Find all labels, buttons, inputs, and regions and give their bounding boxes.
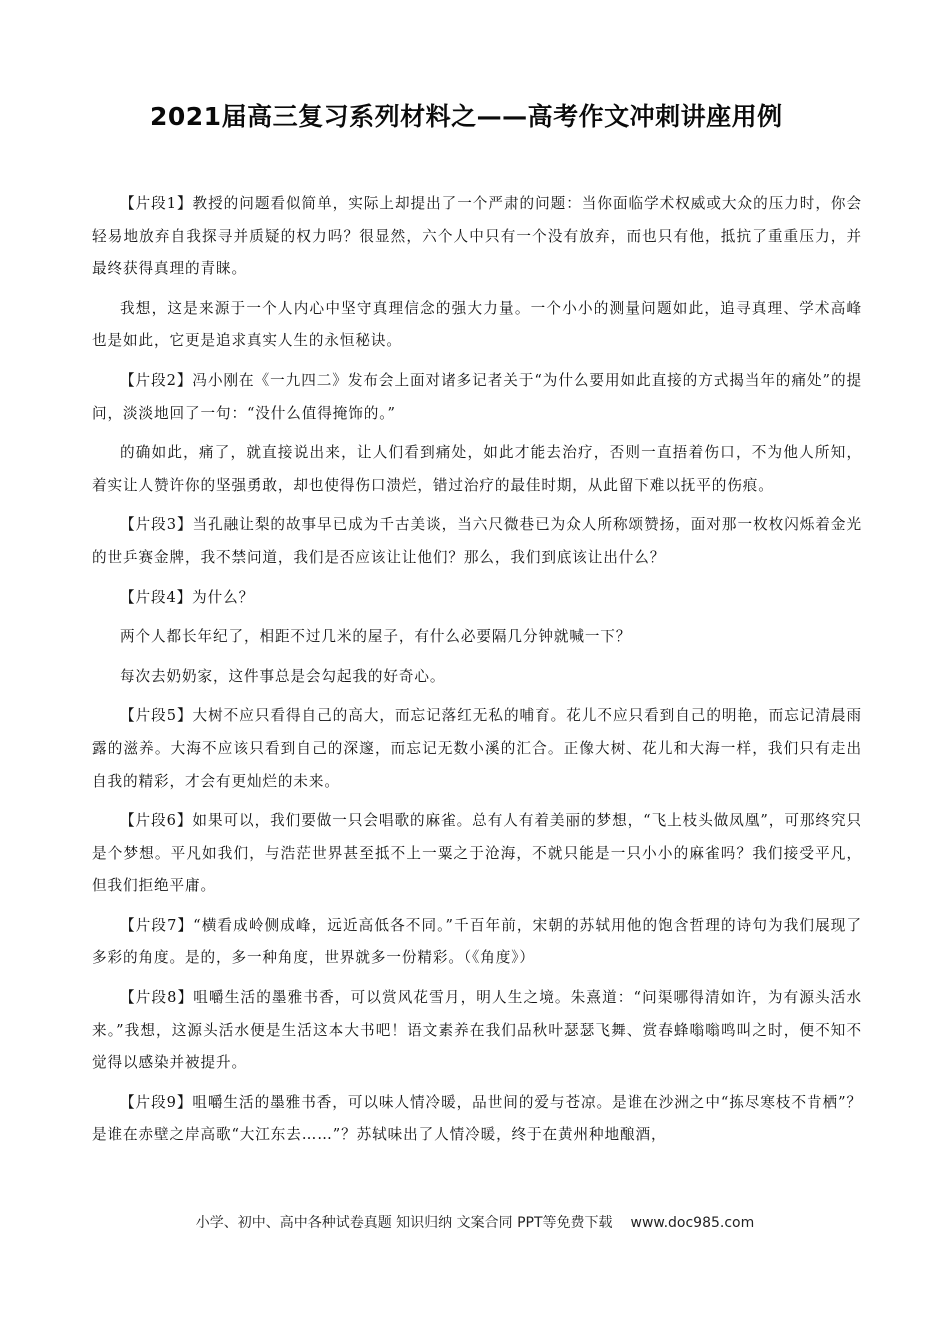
paragraph-fragment-4: 【片段4】为什么？ [120, 588, 255, 606]
paragraph-fragment-6: 【片段6】如果可以，我们要做一只会唱歌的麻雀。总有人有着美丽的梦想，“飞上枝头做凤凰”，可那终究只是个梦想。平凡如我们，与浩茫世界甚至抵不上一粟之于沧海，不就只能是一只小小的麻雀吗？我们接受平凡，但我们拒绝平庸。 [92, 812, 862, 895]
paragraph-fragment-8: 【片段8】咀嚼生活的墨雅书香，可以赏风花雪月，明人生之境。朱熹道：“问渠哪得清如许，为有源头活水来。”我想，这源头活水便是生活这本大书吧！语文素养在我们品秋叶瑟瑟飞舞、赏春蜂嗡嗡鸣叫之时，便不知不觉得以感染并被提升。 [92, 989, 862, 1072]
paragraph-fragment-4-line-2: 两个人都长年纪了，相距不过几米的屋子，有什么必要隔几分钟就喊一下？ [120, 628, 632, 646]
page-footer [0, 1212, 950, 1232]
paragraph-fragment-5: 【片段5】大树不应只看得自己的高大，而忘记落红无私的哺育。花儿不应只看到自己的明艳，而忘记清晨雨露的滋养。大海不应该只看到自己的深邃，而忘记无数小溪的汇合。正像大树、花儿和大海一样，我们只有走出自我的精彩，才会有更灿烂的未来。 [92, 707, 862, 790]
footer-link[interactable]: www.doc985.com [630, 1215, 755, 1231]
footer-text: 小学、初中、高中各种试卷真题 知识归纳 文案合同 PPT等免费下载 [195, 1215, 613, 1231]
paragraph-fragment-4-line-3: 每次去奶奶家，这件事总是会勾起我的好奇心。 [120, 667, 446, 685]
document-body [92, 188, 862, 1159]
paragraph-fragment-9: 【片段9】咀嚼生活的墨雅书香，可以味人情冷暖，品世间的爱与苍凉。是谁在沙洲之中“拣尽寒枝不肯栖”？是谁在赤壁之岸高歌“大江东去……”？苏轼味出了人情冷暖，终于在黄州种地酿酒， [92, 1093, 862, 1144]
paragraph-fragment-3: 【片段3】当孔融让梨的故事早已成为千古美谈，当六尺微巷已为众人所称颂赞扬，面对那一枚枚闪烁着金光的世乒赛金牌，我不禁问道，我们是否应该让让他们？那么，我们到底该让出什么？ [92, 516, 862, 566]
document-title: 2021届高三复习系列材料之——高考作文冲刺讲座用例 [150, 102, 783, 131]
paragraph-fragment-1-continued: 我想，这是来源于一个人内心中坚守真理信念的强大力量。一个小小的测量问题如此，追寻真理、学术高峰也是如此，它更是追求真实人生的永恒秘诀。 [92, 299, 862, 350]
paragraph-fragment-7: 【片段7】“横看成岭侧成峰，远近高低各不同。”千百年前，宋朝的苏轼用他的饱含哲理的诗句为我们展现了多彩的角度。是的，多一种角度，世界就多一份精彩。（《角度》） [92, 916, 862, 967]
paragraph-fragment-1: 【片段1】教授的问题看似简单，实际上却提出了一个严肃的问题：当你面临学术权威或大众的压力时，你会轻易地放弃自我探寻并质疑的权力吗？很显然，六个人中只有一个没有放弃，而也只有他，抵抗了重重压力，并最终获得真理的青睐。 [92, 195, 862, 278]
paragraph-fragment-2-continued: 的确如此，痛了，就直接说出来，让人们看到痛处，如此才能去治疗，否则一直捂着伤口，不为他人所知，着实让人赞许你的坚强勇敢，却也使得伤口溃烂，错过治疗的最佳时期，从此留下难以抚平的伤痕。 [92, 444, 862, 494]
paragraph-fragment-2: 【片段2】冯小刚在《一九四二》发布会上面对诸多记者关于“为什么要用如此直接的方式揭当年的痛处”的提问，淡淡地回了一句：“没什么值得掩饰的。” [92, 371, 862, 422]
